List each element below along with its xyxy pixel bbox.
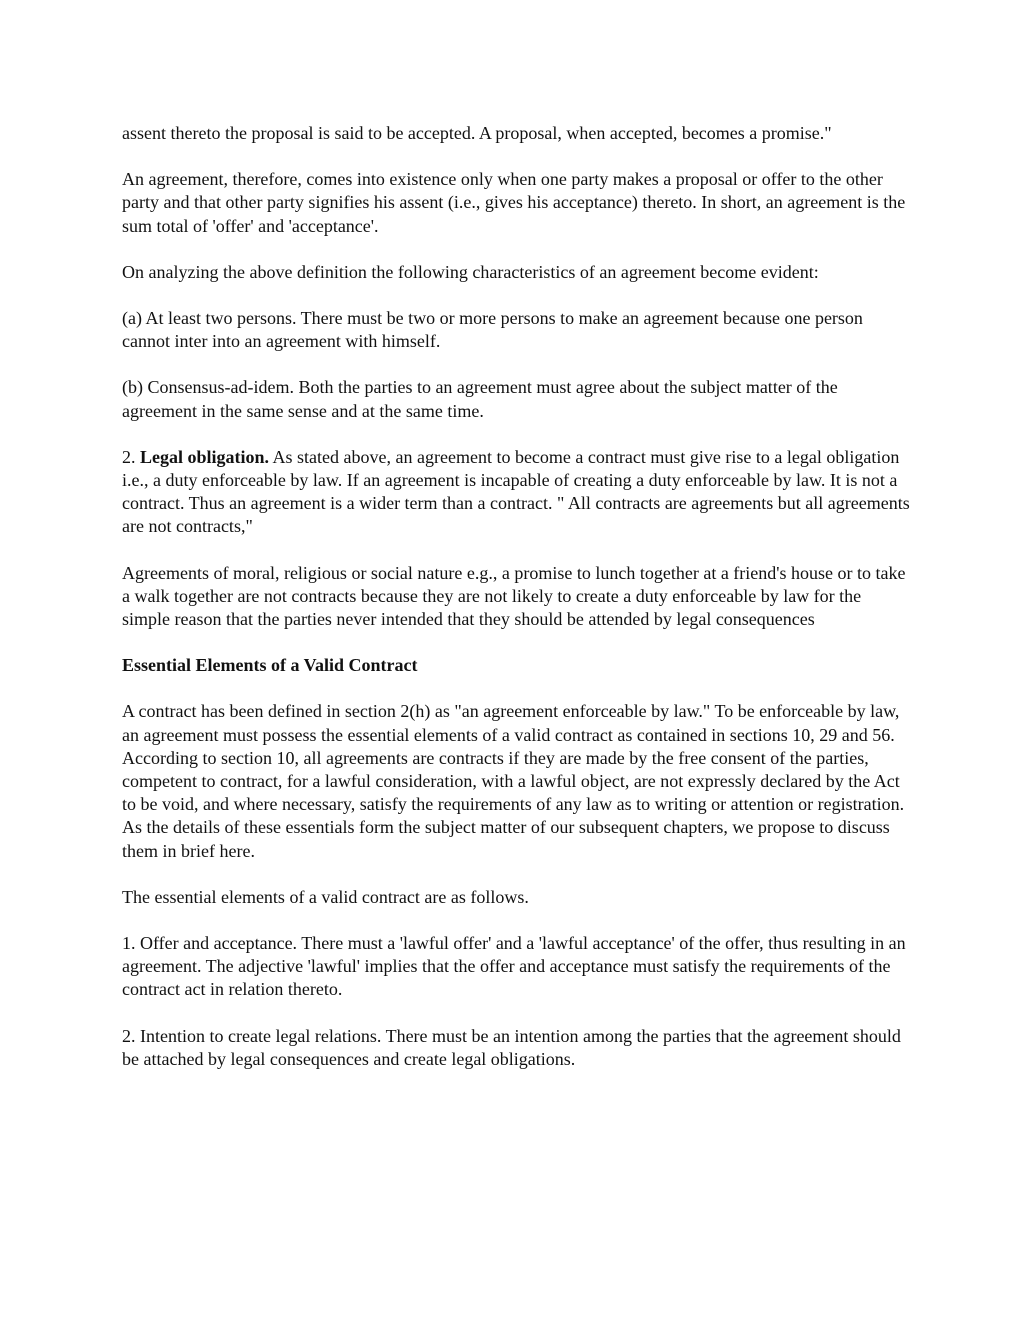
paragraph-elements-intro: The essential elements of a valid contract are as follows. (122, 886, 529, 907)
section-heading: Essential Elements of a Valid Contract (122, 655, 418, 676)
paragraph-two-persons: (a) At least two persons. There must be two or more persons to make an agreement because one person cannot inter into an agreement with himself. (122, 308, 863, 352)
paragraph-characteristics-intro: On analyzing the above definition the following characteristics of an agreement become evident: (122, 261, 819, 282)
paragraph-contract-definition: A contract has been defined in section 2(h) as "an agreement enforceable by law." To be enforceable by law, an agreement must possess the essential elements of a valid contract as contained in sections 10, 29 and 56. According to section 10, all agreements are contracts if they are made by the free consent of the parties, competent to contract, for a lawful consideration, with a lawful object, are not expressly declared by the Act to be void, and where necessary, satisfy the requirements of any law as to writing or attention or registration. As the details of these essentials form the subject matter of our subsequent chapters, we propose to discuss them in brief here. (122, 701, 905, 861)
paragraph-legal-obligation (122, 446, 912, 539)
legal-obligation-number: 2. (122, 446, 136, 467)
paragraph-intention: 2. Intention to create legal relations. There must be an intention among the parties that the agreement should be attached by legal consequences and create legal obligations. (122, 1025, 901, 1069)
paragraph-consensus: (b) Consensus-ad-idem. Both the parties to an agreement must agree about the subject matter of the agreement in the same sense and at the same time. (122, 377, 838, 421)
legal-obligation-text: As stated above, an agreement to become a contract must give rise to a legal obligation i.e., a duty enforceable by law. If an agreement is incapable of creating a duty enforceable by law. It is not a contract. Thus an agreement is a wider term than a contract. " All contracts are agreements but all agreements are not contracts," (122, 446, 910, 537)
paragraph-agreement-existence: An agreement, therefore, comes into existence only when one party makes a proposal or offer to the other party and that other party signifies his assent (i.e., gives his acceptance) thereto. In short, an agreement is the sum total of 'offer' and 'acceptance'. (122, 169, 906, 236)
document-page (122, 122, 912, 1094)
legal-obligation-term: Legal obligation. (140, 446, 270, 467)
paragraph-offer-acceptance: 1. Offer and acceptance. There must a 'lawful offer' and a 'lawful acceptance' of the offer, thus resulting in an agreement. The adjective 'lawful' implies that the offer and acceptance must satisfy the requirements of the contract act in relation thereto. (122, 933, 906, 1000)
paragraph-moral-agreements: Agreements of moral, religious or social nature e.g., a promise to lunch together at a friend's house or to take a walk together are not contracts because they are not likely to create a duty enforceable by law for the simple reason that the parties never intended that they should be attended by legal consequences (122, 562, 906, 630)
paragraph-proposal-accepted: assent thereto the proposal is said to be accepted. A proposal, when accepted, becomes a promise." (122, 123, 832, 143)
